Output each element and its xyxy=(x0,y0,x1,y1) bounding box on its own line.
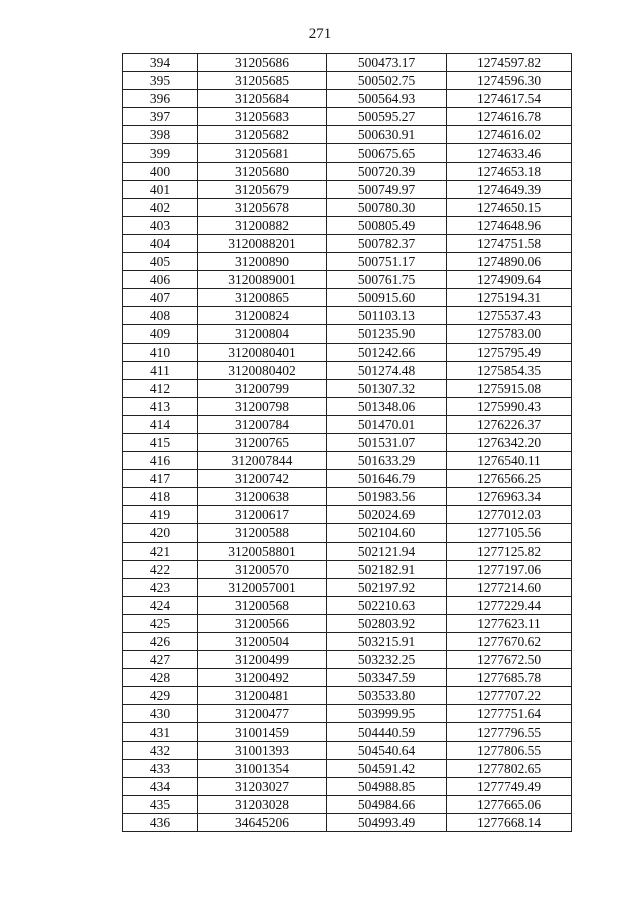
table-row xyxy=(123,633,572,651)
point-id-cell: 31203027 xyxy=(198,777,327,795)
point-id-cell: 31205679 xyxy=(198,180,327,198)
table-row xyxy=(123,271,572,289)
row-index-cell: 413 xyxy=(123,397,198,415)
x-coordinate-cell: 500675.65 xyxy=(327,144,447,162)
table-row xyxy=(123,234,572,252)
point-id-cell: 31200784 xyxy=(198,415,327,433)
row-index-cell: 421 xyxy=(123,542,198,560)
y-coordinate-cell: 1275783.00 xyxy=(447,325,572,343)
y-coordinate-cell: 1277105.56 xyxy=(447,524,572,542)
row-index-cell: 433 xyxy=(123,759,198,777)
row-index-cell: 415 xyxy=(123,433,198,451)
point-id-cell: 31200824 xyxy=(198,307,327,325)
x-coordinate-cell: 500782.37 xyxy=(327,234,447,252)
x-coordinate-cell: 503232.25 xyxy=(327,651,447,669)
y-coordinate-cell: 1277229.44 xyxy=(447,596,572,614)
row-index-cell: 432 xyxy=(123,741,198,759)
x-coordinate-cell: 503215.91 xyxy=(327,633,447,651)
point-id-cell: 31001354 xyxy=(198,759,327,777)
y-coordinate-cell: 1275795.49 xyxy=(447,343,572,361)
y-coordinate-cell: 1277214.60 xyxy=(447,578,572,596)
y-coordinate-cell: 1277012.03 xyxy=(447,506,572,524)
row-index-cell: 405 xyxy=(123,253,198,271)
table-row xyxy=(123,470,572,488)
table-row xyxy=(123,253,572,271)
row-index-cell: 424 xyxy=(123,596,198,614)
y-coordinate-cell: 1274653.18 xyxy=(447,162,572,180)
table-row xyxy=(123,72,572,90)
table-row xyxy=(123,307,572,325)
x-coordinate-cell: 503999.95 xyxy=(327,705,447,723)
row-index-cell: 399 xyxy=(123,144,198,162)
point-id-cell: 31200617 xyxy=(198,506,327,524)
point-id-cell: 31205680 xyxy=(198,162,327,180)
table-row xyxy=(123,488,572,506)
row-index-cell: 410 xyxy=(123,343,198,361)
table-row xyxy=(123,433,572,451)
table-row xyxy=(123,397,572,415)
point-id-cell: 31205685 xyxy=(198,72,327,90)
point-id-cell: 34645206 xyxy=(198,813,327,831)
x-coordinate-cell: 502210.63 xyxy=(327,596,447,614)
x-coordinate-cell: 504988.85 xyxy=(327,777,447,795)
table-row xyxy=(123,54,572,72)
y-coordinate-cell: 1277685.78 xyxy=(447,669,572,687)
table-row xyxy=(123,506,572,524)
table-row xyxy=(123,795,572,813)
row-index-cell: 402 xyxy=(123,198,198,216)
point-id-cell: 3120080402 xyxy=(198,361,327,379)
table-row xyxy=(123,813,572,831)
y-coordinate-cell: 1274597.82 xyxy=(447,54,572,72)
y-coordinate-cell: 1277707.22 xyxy=(447,687,572,705)
row-index-cell: 396 xyxy=(123,90,198,108)
x-coordinate-cell: 501983.56 xyxy=(327,488,447,506)
x-coordinate-cell: 500805.49 xyxy=(327,216,447,234)
point-id-cell: 312007844 xyxy=(198,452,327,470)
row-index-cell: 436 xyxy=(123,813,198,831)
table-row xyxy=(123,741,572,759)
page-number: 271 xyxy=(308,26,332,42)
x-coordinate-cell: 503533.80 xyxy=(327,687,447,705)
y-coordinate-cell: 1274648.96 xyxy=(447,216,572,234)
x-coordinate-cell: 500502.75 xyxy=(327,72,447,90)
y-coordinate-cell: 1274633.46 xyxy=(447,144,572,162)
point-id-cell: 31200865 xyxy=(198,289,327,307)
y-coordinate-cell: 1277751.64 xyxy=(447,705,572,723)
y-coordinate-cell: 1274617.54 xyxy=(447,90,572,108)
y-coordinate-cell: 1276540.11 xyxy=(447,452,572,470)
y-coordinate-cell: 1274616.78 xyxy=(447,108,572,126)
x-coordinate-cell: 500473.17 xyxy=(327,54,447,72)
table-row xyxy=(123,325,572,343)
row-index-cell: 406 xyxy=(123,271,198,289)
point-id-cell: 3120057001 xyxy=(198,578,327,596)
row-index-cell: 429 xyxy=(123,687,198,705)
table-row xyxy=(123,343,572,361)
row-index-cell: 423 xyxy=(123,578,198,596)
point-id-cell: 31205686 xyxy=(198,54,327,72)
point-id-cell: 31203028 xyxy=(198,795,327,813)
x-coordinate-cell: 501307.32 xyxy=(327,379,447,397)
x-coordinate-cell: 502197.92 xyxy=(327,578,447,596)
row-index-cell: 398 xyxy=(123,126,198,144)
table-row xyxy=(123,216,572,234)
x-coordinate-cell: 504540.64 xyxy=(327,741,447,759)
table-row xyxy=(123,198,572,216)
x-coordinate-cell: 501103.13 xyxy=(327,307,447,325)
row-index-cell: 434 xyxy=(123,777,198,795)
y-coordinate-cell: 1277749.49 xyxy=(447,777,572,795)
table-row xyxy=(123,379,572,397)
row-index-cell: 411 xyxy=(123,361,198,379)
table-row xyxy=(123,614,572,632)
table-row xyxy=(123,452,572,470)
point-id-cell: 31200568 xyxy=(198,596,327,614)
x-coordinate-cell: 502803.92 xyxy=(327,614,447,632)
row-index-cell: 414 xyxy=(123,415,198,433)
y-coordinate-cell: 1277802.65 xyxy=(447,759,572,777)
point-id-cell: 3120058801 xyxy=(198,542,327,560)
point-id-cell: 31200765 xyxy=(198,433,327,451)
y-coordinate-cell: 1275194.31 xyxy=(447,289,572,307)
row-index-cell: 400 xyxy=(123,162,198,180)
x-coordinate-cell: 500761.75 xyxy=(327,271,447,289)
point-id-cell: 31200492 xyxy=(198,669,327,687)
point-id-cell: 31200799 xyxy=(198,379,327,397)
table-row xyxy=(123,108,572,126)
y-coordinate-cell: 1275537.43 xyxy=(447,307,572,325)
row-index-cell: 431 xyxy=(123,723,198,741)
coordinates-table xyxy=(122,53,572,832)
point-id-cell: 31205682 xyxy=(198,126,327,144)
y-coordinate-cell: 1275854.35 xyxy=(447,361,572,379)
row-index-cell: 428 xyxy=(123,669,198,687)
y-coordinate-cell: 1276963.34 xyxy=(447,488,572,506)
table-row xyxy=(123,687,572,705)
x-coordinate-cell: 504993.49 xyxy=(327,813,447,831)
table-row xyxy=(123,542,572,560)
x-coordinate-cell: 502182.91 xyxy=(327,560,447,578)
point-id-cell: 31200570 xyxy=(198,560,327,578)
point-id-cell: 31001459 xyxy=(198,723,327,741)
x-coordinate-cell: 500915.60 xyxy=(327,289,447,307)
x-coordinate-cell: 501531.07 xyxy=(327,433,447,451)
point-id-cell: 31200798 xyxy=(198,397,327,415)
row-index-cell: 425 xyxy=(123,614,198,632)
point-id-cell: 31205683 xyxy=(198,108,327,126)
point-id-cell: 3120080401 xyxy=(198,343,327,361)
row-index-cell: 416 xyxy=(123,452,198,470)
y-coordinate-cell: 1274650.15 xyxy=(447,198,572,216)
point-id-cell: 31205678 xyxy=(198,198,327,216)
table-row xyxy=(123,524,572,542)
y-coordinate-cell: 1276566.25 xyxy=(447,470,572,488)
y-coordinate-cell: 1274616.02 xyxy=(447,126,572,144)
point-id-cell: 31200566 xyxy=(198,614,327,632)
point-id-cell: 31200499 xyxy=(198,651,327,669)
x-coordinate-cell: 501470.01 xyxy=(327,415,447,433)
table-row xyxy=(123,289,572,307)
point-id-cell: 31200804 xyxy=(198,325,327,343)
point-id-cell: 31001393 xyxy=(198,741,327,759)
y-coordinate-cell: 1277670.62 xyxy=(447,633,572,651)
x-coordinate-cell: 500749.97 xyxy=(327,180,447,198)
y-coordinate-cell: 1274890.06 xyxy=(447,253,572,271)
x-coordinate-cell: 501646.79 xyxy=(327,470,447,488)
table-row xyxy=(123,596,572,614)
table-row xyxy=(123,578,572,596)
y-coordinate-cell: 1274751.58 xyxy=(447,234,572,252)
table-row xyxy=(123,669,572,687)
x-coordinate-cell: 504440.59 xyxy=(327,723,447,741)
x-coordinate-cell: 501274.48 xyxy=(327,361,447,379)
row-index-cell: 427 xyxy=(123,651,198,669)
row-index-cell: 419 xyxy=(123,506,198,524)
table-row xyxy=(123,723,572,741)
y-coordinate-cell: 1274909.64 xyxy=(447,271,572,289)
row-index-cell: 430 xyxy=(123,705,198,723)
x-coordinate-cell: 502104.60 xyxy=(327,524,447,542)
y-coordinate-cell: 1277668.14 xyxy=(447,813,572,831)
row-index-cell: 401 xyxy=(123,180,198,198)
row-index-cell: 420 xyxy=(123,524,198,542)
y-coordinate-cell: 1277806.55 xyxy=(447,741,572,759)
row-index-cell: 395 xyxy=(123,72,198,90)
row-index-cell: 397 xyxy=(123,108,198,126)
table-row xyxy=(123,144,572,162)
point-id-cell: 31200477 xyxy=(198,705,327,723)
row-index-cell: 409 xyxy=(123,325,198,343)
point-id-cell: 31200504 xyxy=(198,633,327,651)
row-index-cell: 412 xyxy=(123,379,198,397)
y-coordinate-cell: 1274596.30 xyxy=(447,72,572,90)
table-row xyxy=(123,560,572,578)
table-row xyxy=(123,651,572,669)
row-index-cell: 422 xyxy=(123,560,198,578)
x-coordinate-cell: 500780.30 xyxy=(327,198,447,216)
x-coordinate-cell: 501348.06 xyxy=(327,397,447,415)
y-coordinate-cell: 1276342.20 xyxy=(447,433,572,451)
row-index-cell: 403 xyxy=(123,216,198,234)
x-coordinate-cell: 502121.94 xyxy=(327,542,447,560)
point-id-cell: 3120089001 xyxy=(198,271,327,289)
table-row xyxy=(123,415,572,433)
y-coordinate-cell: 1277672.50 xyxy=(447,651,572,669)
x-coordinate-cell: 501235.90 xyxy=(327,325,447,343)
y-coordinate-cell: 1275990.43 xyxy=(447,397,572,415)
table-row xyxy=(123,705,572,723)
point-id-cell: 31200882 xyxy=(198,216,327,234)
y-coordinate-cell: 1277665.06 xyxy=(447,795,572,813)
x-coordinate-cell: 500720.39 xyxy=(327,162,447,180)
point-id-cell: 31200481 xyxy=(198,687,327,705)
point-id-cell: 3120088201 xyxy=(198,234,327,252)
x-coordinate-cell: 500751.17 xyxy=(327,253,447,271)
row-index-cell: 408 xyxy=(123,307,198,325)
x-coordinate-cell: 504984.66 xyxy=(327,795,447,813)
y-coordinate-cell: 1275915.08 xyxy=(447,379,572,397)
x-coordinate-cell: 502024.69 xyxy=(327,506,447,524)
table-row xyxy=(123,777,572,795)
x-coordinate-cell: 501242.66 xyxy=(327,343,447,361)
x-coordinate-cell: 500630.91 xyxy=(327,126,447,144)
x-coordinate-cell: 504591.42 xyxy=(327,759,447,777)
table-row xyxy=(123,180,572,198)
coordinates-table-body xyxy=(123,54,572,832)
y-coordinate-cell: 1277796.55 xyxy=(447,723,572,741)
x-coordinate-cell: 501633.29 xyxy=(327,452,447,470)
point-id-cell: 31200588 xyxy=(198,524,327,542)
point-id-cell: 31200742 xyxy=(198,470,327,488)
row-index-cell: 418 xyxy=(123,488,198,506)
row-index-cell: 404 xyxy=(123,234,198,252)
y-coordinate-cell: 1277197.06 xyxy=(447,560,572,578)
point-id-cell: 31205681 xyxy=(198,144,327,162)
row-index-cell: 435 xyxy=(123,795,198,813)
x-coordinate-cell: 500595.27 xyxy=(327,108,447,126)
table-row xyxy=(123,162,572,180)
row-index-cell: 394 xyxy=(123,54,198,72)
point-id-cell: 31200890 xyxy=(198,253,327,271)
table-row xyxy=(123,90,572,108)
row-index-cell: 417 xyxy=(123,470,198,488)
table-row xyxy=(123,759,572,777)
row-index-cell: 407 xyxy=(123,289,198,307)
x-coordinate-cell: 500564.93 xyxy=(327,90,447,108)
point-id-cell: 31200638 xyxy=(198,488,327,506)
row-index-cell: 426 xyxy=(123,633,198,651)
point-id-cell: 31205684 xyxy=(198,90,327,108)
y-coordinate-cell: 1276226.37 xyxy=(447,415,572,433)
x-coordinate-cell: 503347.59 xyxy=(327,669,447,687)
table-row xyxy=(123,361,572,379)
y-coordinate-cell: 1277623.11 xyxy=(447,614,572,632)
y-coordinate-cell: 1274649.39 xyxy=(447,180,572,198)
y-coordinate-cell: 1277125.82 xyxy=(447,542,572,560)
table-row xyxy=(123,126,572,144)
